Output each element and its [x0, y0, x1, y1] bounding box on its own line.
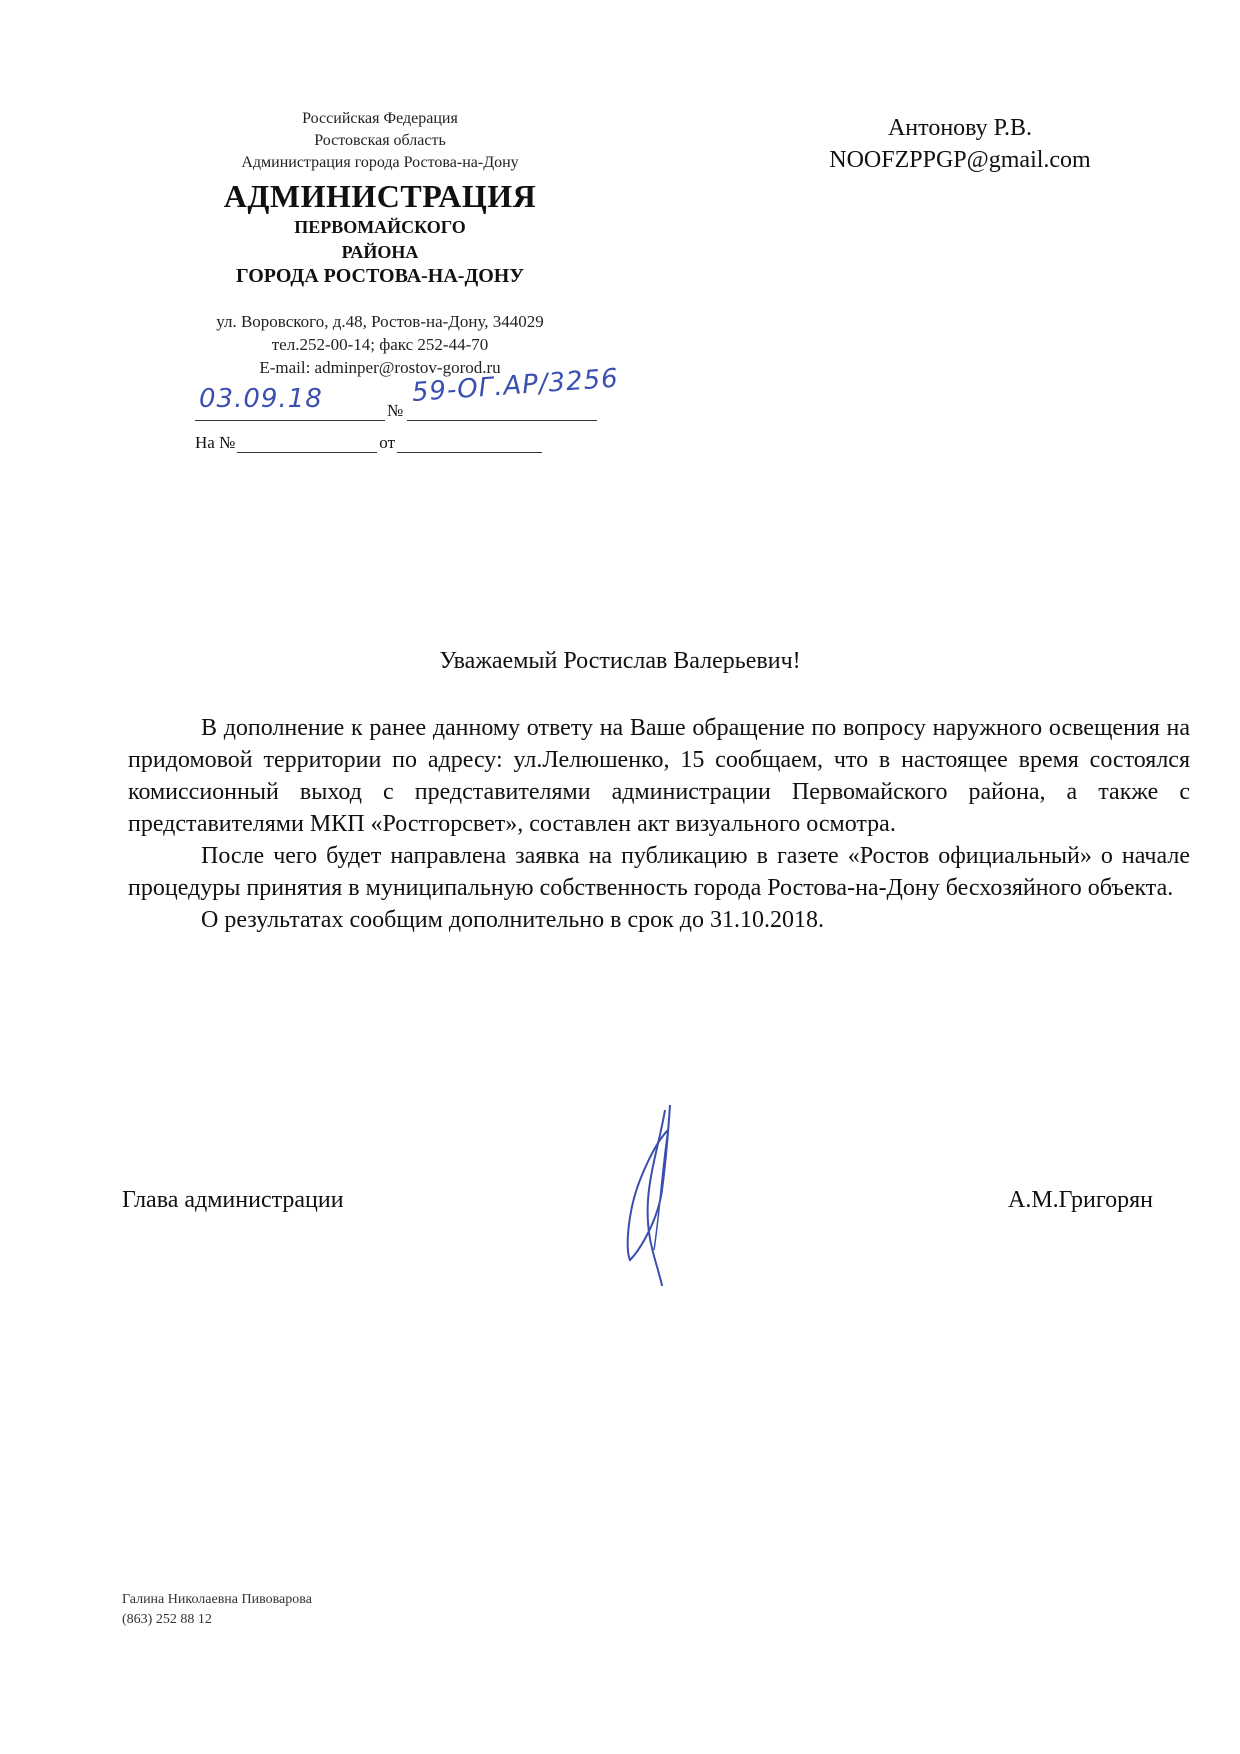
body-paragraph-2: После чего будет направлена заявка на публикацию в газете «Ростов официальный» о начале процедуры принятия в муниципальную собственность города Ростова-на-Дону бесхозяйного объекта. [128, 843, 1190, 901]
recipient [780, 112, 1140, 176]
letterhead-sub2: РАЙОНА [341, 242, 419, 262]
registration-date: 03.09.18 [199, 384, 323, 414]
registration-number-line [407, 363, 620, 421]
letterhead-title: АДМИНИСТРАЦИЯ [223, 178, 537, 214]
contact-block [122, 1590, 312, 1630]
letterhead-email: E-mail: adminper@rostov-gorod.ru [259, 358, 501, 377]
letterhead-country: Российская Федерация [302, 110, 458, 127]
letterhead-region: Ростовская область [314, 132, 446, 149]
salutation: Уважаемый Ростислав Валерьевич! [439, 648, 801, 674]
body-paragraph-1: В дополнение к ранее данному ответу на Ваше обращение по вопросу наружного освещения на придомовой территории по адресу: ул.Лелюшенко, 15 сообщаем, что в настоящее время состоялся комиссионный выход с представителями администрации Первомайского района, а также с представителями МКП «Ростгорсвет», составлен акт визуального осмотра. [128, 715, 1190, 837]
recipient-name: Антонову Р.В. [887, 115, 1033, 141]
registration-number-sign: № [387, 401, 404, 420]
recipient-email: NOOFZPPGP@gmail.com [829, 147, 1091, 173]
body-paragraph-3: О результатах сообщим дополнительно в срок до 31.10.2018. [201, 907, 824, 933]
contact-phone: (863) 252 88 12 [122, 1612, 212, 1627]
handwritten-signature [610, 1100, 700, 1290]
contact-person: Галина Николаевна Пивоварова [122, 1592, 312, 1607]
letter-body [128, 712, 1190, 936]
signature-position: Глава администрации [122, 1187, 344, 1213]
signature-name: А.М.Григорян [1008, 1187, 1154, 1213]
reference-row [195, 430, 595, 453]
letterhead-city-admin: Администрация города Ростова-на-Дону [241, 154, 519, 171]
letterhead-sub1: ПЕРВОМАЙСКОГО [294, 217, 466, 237]
registration-number: 59-ОГ.АР/3256 [411, 363, 620, 408]
letterhead-address: ул. Воровского, д.48, Ростов-на-Дону, 344029 [216, 312, 544, 331]
reference-date-line [397, 430, 542, 453]
registration-date-line [195, 384, 385, 421]
letterhead-phone: тел.252-00-14; факс 252-44-70 [271, 335, 489, 354]
letterhead [150, 108, 610, 379]
reference-from-label: от [379, 433, 396, 452]
letterhead-sub3: ГОРОДА РОСТОВА-НА-ДОНУ [235, 265, 525, 287]
reference-number-line [237, 430, 377, 453]
reference-label: На № [195, 433, 236, 452]
